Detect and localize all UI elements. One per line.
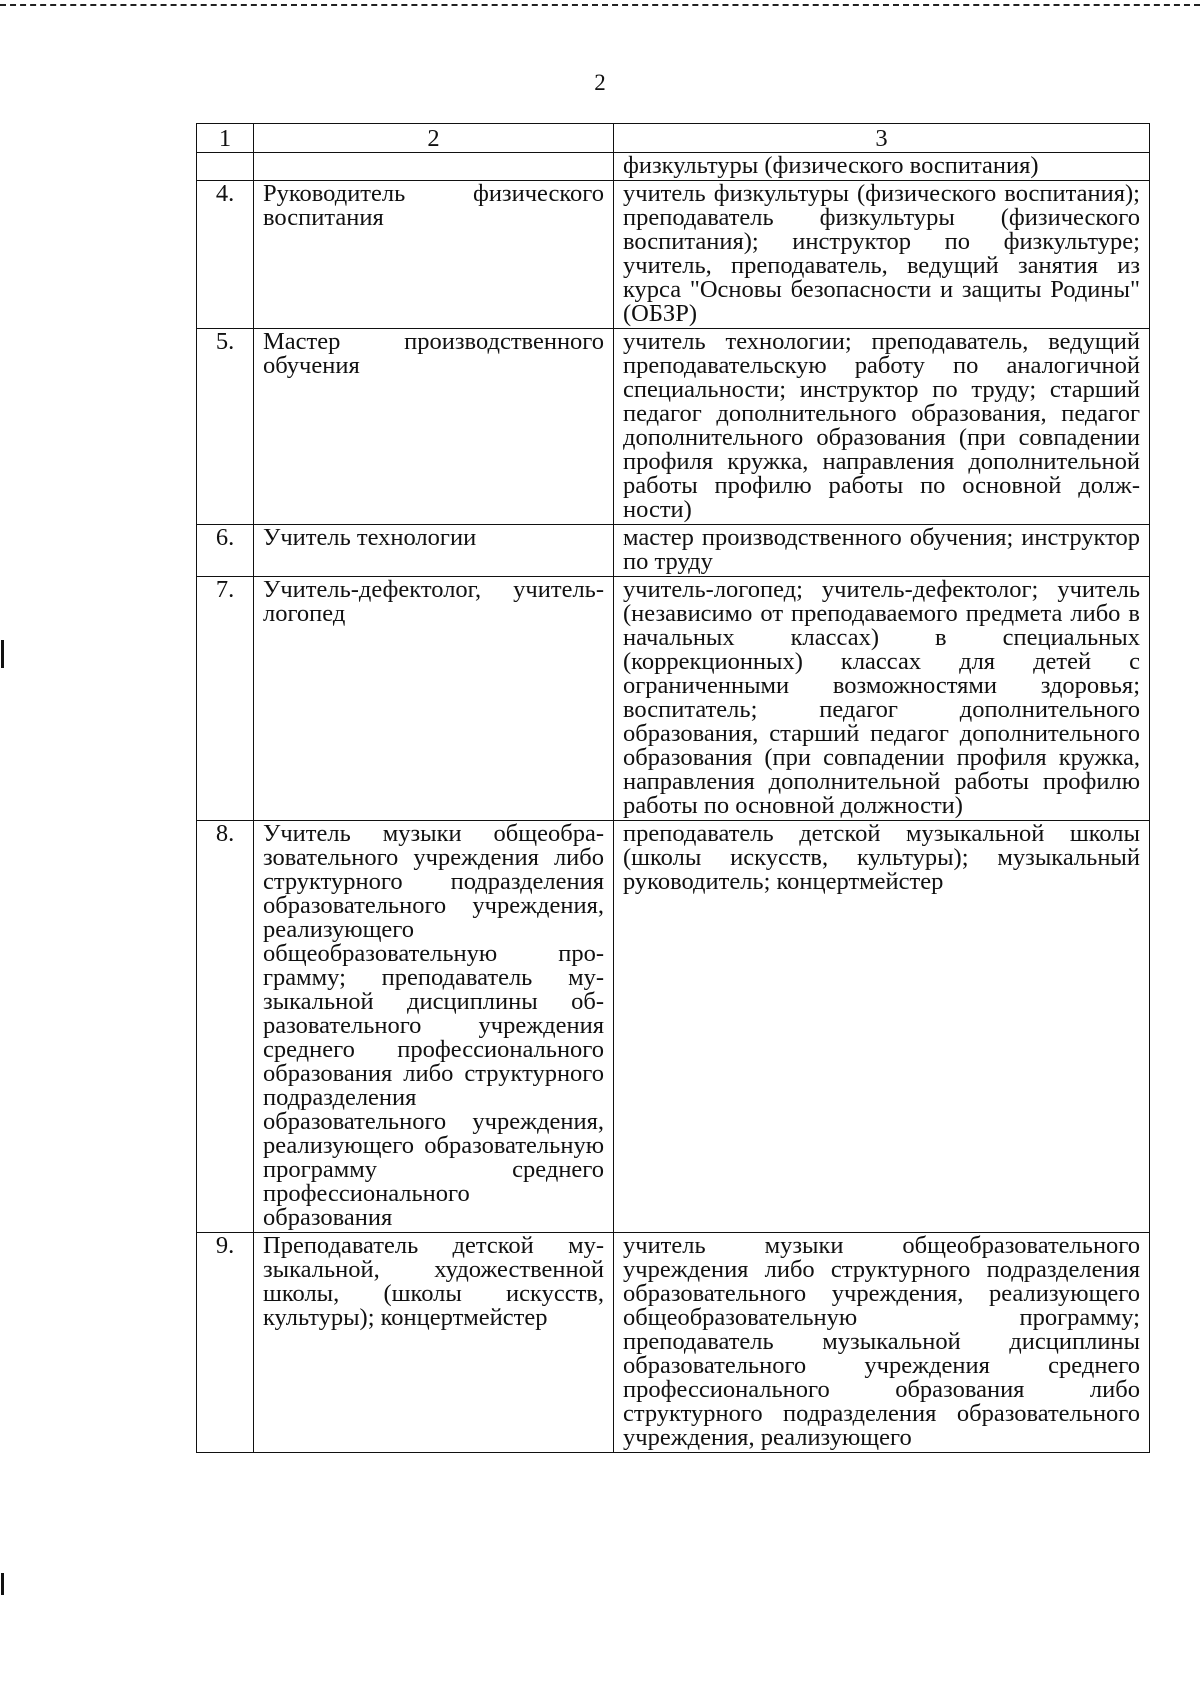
position-cell: Преподаватель детской музыкальной, художественной школы, (школы искусств, культуры); концертмейстер [254,1233,614,1453]
table-row [197,181,1150,329]
scan-edge-mark [1,640,4,668]
row-number: 7. [197,577,254,821]
header-col-3: 3 [614,124,1150,153]
position-cell [254,153,614,181]
equivalent-cell: учитель технологии; преподаватель, ведущий преподавательскую работу по аналогичной специальности; инструктор по труду; старший педагог дополнительного образования, педагог дополнительного образования (при совпадении профиля кружка, направления дополнительной работы профилю работы по основной должности) [614,329,1150,525]
row-number: 6. [197,525,254,577]
equivalent-cell: преподаватель детской музыкальной школы (школы искусств, культуры); музыкальный руководитель; концертмейстер [614,821,1150,1233]
top-scan-edge [0,4,1200,6]
scan-edge-mark [1,1573,4,1595]
row-number: 5. [197,329,254,525]
position-cell: Учитель технологии [254,525,614,577]
table-row [197,821,1150,1233]
position-cell: Руководитель физического воспитания [254,181,614,329]
table-row [197,329,1150,525]
equivalent-cell: учитель физкультуры (физического воспитания); преподаватель физкультуры (физического воспитания); инструктор по физкультуре; учитель, преподаватель, ведущий занятия из курса "Основы безопасности и защиты Родины" (ОБЗР) [614,181,1150,329]
table-row [197,153,1150,181]
equivalent-cell: учитель музыки общеобразовательного учреждения либо структурного подразделения образовательного учреждения, реализующего общеобразовательную программу; преподаватель музыкальной дисциплины образовательного учреждения среднего профессионального образования либо структурного подразделения образовательного учреждения, реализующего [614,1233,1150,1453]
position-cell: Мастер производственного обучения [254,329,614,525]
table-row [197,525,1150,577]
equivalent-cell: мастер производственного обучения; инструктор по труду [614,525,1150,577]
table-row [197,577,1150,821]
row-number [197,153,254,181]
header-col-2: 2 [254,124,614,153]
row-number: 4. [197,181,254,329]
equivalent-cell: физкультуры (физического воспитания) [614,153,1150,181]
position-cell: Учитель-дефектолог, учитель-логопед [254,577,614,821]
header-col-1: 1 [197,124,254,153]
page-number: 2 [594,70,606,95]
row-number: 8. [197,821,254,1233]
row-number: 9. [197,1233,254,1453]
table-row [197,1233,1150,1453]
position-cell: Учитель музыки общеобразовательного учреждения либо структурного подразделения образовательного учреждения, реализующего общеобразовательную программу; преподаватель музыкальной дисциплины образовательного учреждения среднего профессионального образования либо структурного подразделения образовательного учреждения, реализующего образовательную программу среднего профессионального образования [254,821,614,1233]
positions-table [196,123,1150,1453]
table-header-row [197,124,1150,153]
equivalent-cell: учитель-логопед; учитель-дефектолог; учитель (независимо от преподаваемого предмета либо в начальных классах) в специальных (коррекционных) классах для детей с ограниченными возможностями здоровья; воспитатель; педагог дополнительного образования, старший педагог дополнительного образования (при совпадении профиля кружка, направления дополнительной работы профилю работы по основной должности) [614,577,1150,821]
